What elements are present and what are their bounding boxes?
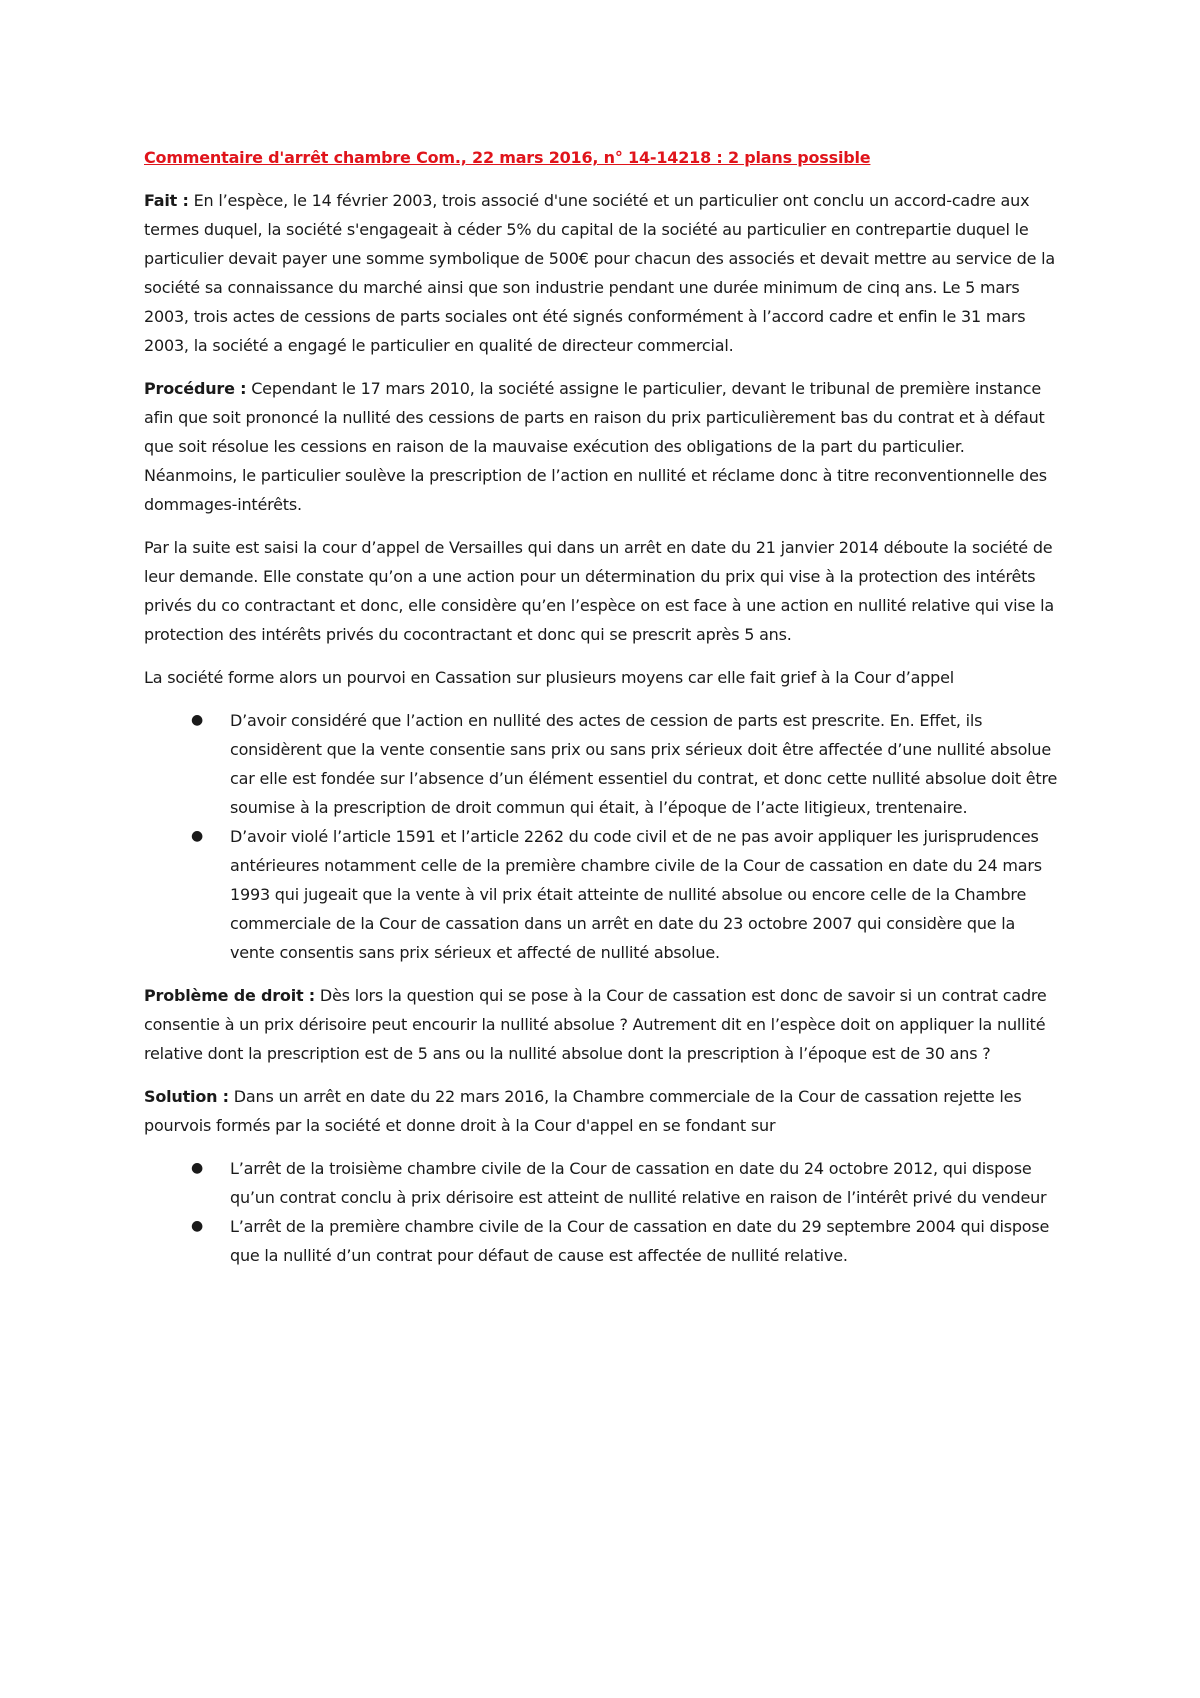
bullet-icon: ● bbox=[191, 1218, 204, 1234]
fait-label: Fait : bbox=[144, 191, 189, 210]
procedure-text: Cependant le 17 mars 2010, la société assigne le particulier, devant le tribunal de première instance afin que soit prononcé la nullité des cessions de parts en raison du prix particulièrement bas du contrat et à défaut que soit résolue les cessions en raison de la mauvaise exécution des obligations de la part du particulier. Néanmoins, le particulier soulève la prescription de l’action en nullité et réclame donc à titre reconventionnelle des dommages-intérêts. bbox=[144, 379, 1047, 514]
document-title: Commentaire d'arrêt chambre Com., 22 mars 2016, n° 14-14218 : 2 plans possible bbox=[144, 148, 871, 167]
probleme-label: Problème de droit : bbox=[144, 986, 316, 1005]
list-item bbox=[144, 1212, 1060, 1270]
list-item bbox=[144, 706, 1060, 822]
probleme-text: Dès lors la question qui se pose à la Cour de cassation est donc de savoir si un contrat cadre consentie à un prix dérisoire peut encourir la nullité absolue ? Autrement dit en l’espèce doit on appliquer la nullité relative dont la prescription est de 5 ans ou la nullité absolue dont la prescription à l’époque est de 30 ans ? bbox=[144, 986, 1047, 1063]
list-item bbox=[144, 822, 1060, 967]
list-item-text: L’arrêt de la première chambre civile de la Cour de cassation en date du 29 septembre 2004 qui dispose que la nullité d’un contrat pour défaut de cause est affectée de nullité relative. bbox=[230, 1217, 1050, 1265]
solution-paragraph bbox=[144, 1082, 1060, 1140]
list-item bbox=[144, 1154, 1060, 1212]
solution-list bbox=[144, 1154, 1060, 1270]
bullet-icon: ● bbox=[191, 828, 204, 844]
list-item-text: L’arrêt de la troisième chambre civile de la Cour de cassation en date du 24 octobre 2012, qui dispose qu’un contrat conclu à prix dérisoire est atteint de nullité relative en raison de l’intérêt privé du vendeur bbox=[230, 1159, 1047, 1207]
solution-text: Dans un arrêt en date du 22 mars 2016, la Chambre commerciale de la Cour de cassation rejette les pourvois formés par la société et donne droit à la Cour d'appel en se fondant sur bbox=[144, 1087, 1022, 1135]
list-item-text: D’avoir considéré que l’action en nullité des actes de cession de parts est prescrite. En. Effet, ils considèrent que la vente consentie sans prix ou sans prix sérieux doit être affectée d’une nullité absolue car elle est fondée sur l’absence d’un élément essentiel du contrat, et donc cette nullité absolue doit être soumise à la prescription de droit commun qui était, à l’époque de l’acte litigieux, trentenaire. bbox=[230, 711, 1058, 817]
list-item-text: D’avoir violé l’article 1591 et l’article 2262 du code civil et de ne pas avoir appliquer les jurisprudences antérieures notamment celle de la première chambre civile de la Cour de cassation en date du 24 mars 1993 qui jugeait que la vente à vil prix était atteinte de nullité absolue ou encore celle de la Chambre commerciale de la Cour de cassation dans un arrêt en date du 23 octobre 2007 qui considère que la vente consentis sans prix sérieux et affecté de nullité absolue. bbox=[230, 827, 1042, 962]
grief-list bbox=[144, 706, 1060, 967]
probleme-paragraph bbox=[144, 981, 1060, 1068]
bullet-icon: ● bbox=[191, 1160, 204, 1176]
solution-label: Solution : bbox=[144, 1087, 229, 1106]
procedure-paragraph bbox=[144, 374, 1060, 519]
appel-paragraph: Par la suite est saisi la cour d’appel de Versailles qui dans un arrêt en date du 21 janvier 2014 déboute la société de leur demande. Elle constate qu’on a une action pour un détermination du prix qui vise à la protection des intérêts privés du co contractant et donc, elle considère qu’en l’espèce on est face à une action en nullité relative qui vise la protection des intérêts privés du cocontractant et donc qui se prescrit après 5 ans. bbox=[144, 538, 1054, 644]
pourvoi-paragraph: La société forme alors un pourvoi en Cassation sur plusieurs moyens car elle fait grief à la Cour d’appel bbox=[144, 668, 955, 687]
bullet-icon: ● bbox=[191, 712, 204, 728]
procedure-label: Procédure : bbox=[144, 379, 247, 398]
fait-text: En l’espèce, le 14 février 2003, trois associé d'une société et un particulier ont conclu un accord-cadre aux termes duquel, la société s'engageait à céder 5% du capital de la société au particulier en contrepartie duquel le particulier devait payer une somme symbolique de 500€ pour chacun des associés et devait mettre au service de la société sa connaissance du marché ainsi que son industrie pendant une durée minimum de cinq ans. Le 5 mars 2003, trois actes de cessions de parts sociales ont été signés conformément à l’accord cadre et enfin le 31 mars 2003, la société a engagé le particulier en qualité de directeur commercial. bbox=[144, 191, 1056, 355]
fait-paragraph bbox=[144, 186, 1060, 360]
